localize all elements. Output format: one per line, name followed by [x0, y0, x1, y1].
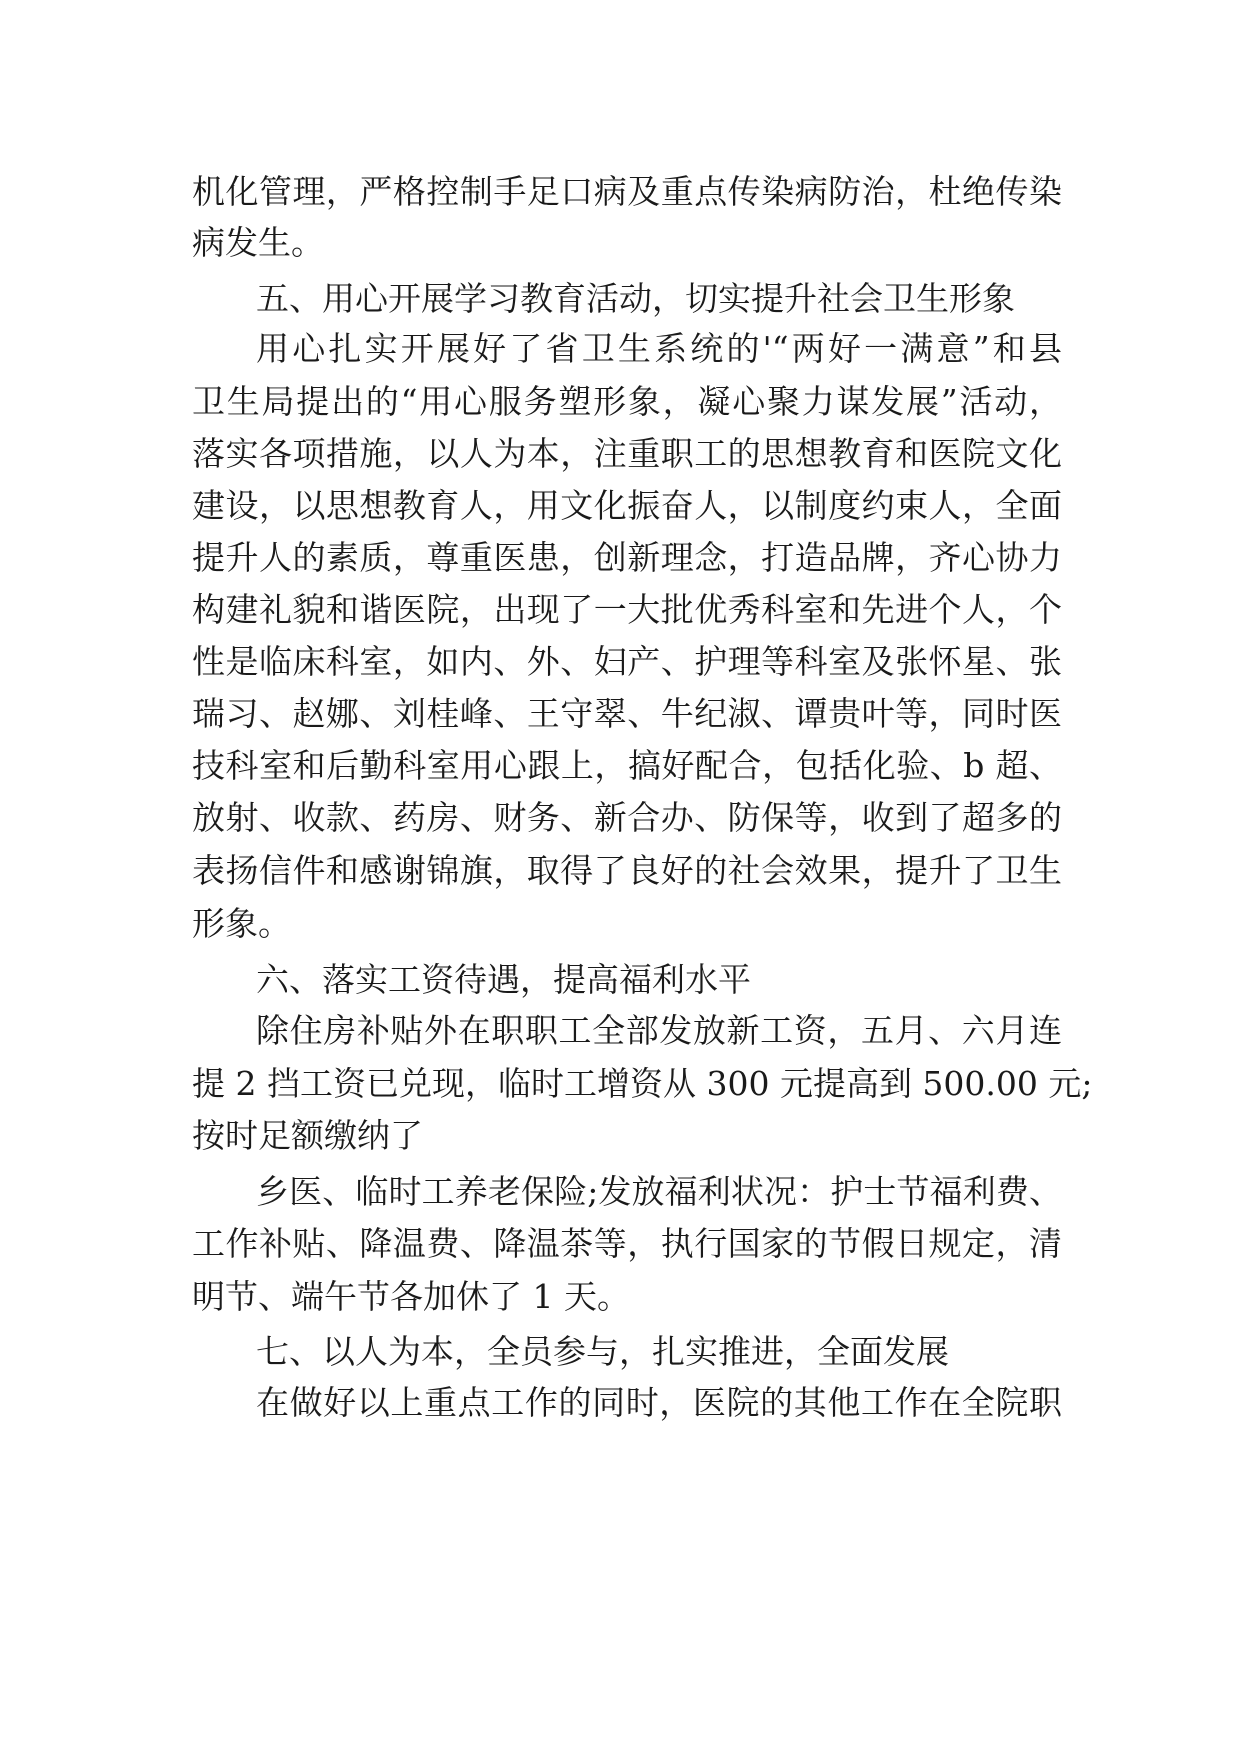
text-line: 工作补贴、降温费、降温茶等，执行国家的节假日规定，清 — [192, 1224, 1062, 1263]
section-heading: 五、用心开展学习教育活动，切实提升社会卫生形象 — [256, 279, 1015, 318]
text-line: 提 2 挡工资已兑现，临时工增资从 300 元提高到 500.00 元; — [192, 1064, 1093, 1103]
text-line: 性是临床科室，如内、外、妇产、护理等科室及张怀星、张 — [192, 642, 1062, 681]
text-line: 构建礼貌和谐医院，出现了一大批优秀科室和先进个人，个 — [192, 590, 1062, 629]
text-line: 除住房补贴外在职职工全部发放新工资，五月、六月连 — [256, 1011, 1062, 1050]
text-line: 按时足额缴纳了 — [192, 1116, 423, 1155]
text-line: 放射、收款、药房、财务、新合办、防保等，收到了超多的 — [192, 798, 1062, 837]
text-line: 用心扎实开展好了省卫生系统的'“两好一满意”和县 — [256, 329, 1062, 368]
text-line: 病发生。 — [192, 223, 324, 262]
text-line: 提升人的素质，尊重医患，创新理念，打造品牌，齐心协力 — [192, 538, 1062, 577]
text-line: 表扬信件和感谢锦旗，取得了良好的社会效果，提升了卫生 — [192, 851, 1062, 890]
text-line: 建设，以思想教育人，用文化振奋人，以制度约束人，全面 — [192, 486, 1062, 525]
section-heading: 七、以人为本，全员参与，扎实推进，全面发展 — [256, 1332, 949, 1371]
text-line: 明节、端午节各加休了 1 天。 — [192, 1277, 630, 1316]
text-line: 机化管理，严格控制手足口病及重点传染病防治，杜绝传染 — [192, 172, 1062, 211]
text-line: 落实各项措施，以人为本，注重职工的思想教育和医院文化 — [192, 434, 1062, 473]
text-line: 在做好以上重点工作的同时，医院的其他工作在全院职 — [256, 1383, 1062, 1422]
text-line: 卫生局提出的“用心服务塑形象，凝心聚力谋发展”活动， — [192, 382, 1062, 421]
text-line: 技科室和后勤科室用心跟上，搞好配合，包括化验、b 超、 — [192, 746, 1062, 785]
text-line: 形象。 — [192, 904, 291, 943]
text-line: 乡医、临时工养老保险;发放福利状况：护士节福利费、 — [256, 1172, 1062, 1211]
section-heading: 六、落实工资待遇，提高福利水平 — [256, 960, 751, 999]
text-line: 瑞习、赵娜、刘桂峰、王守翠、牛纪淑、谭贵叶等，同时医 — [192, 694, 1062, 733]
